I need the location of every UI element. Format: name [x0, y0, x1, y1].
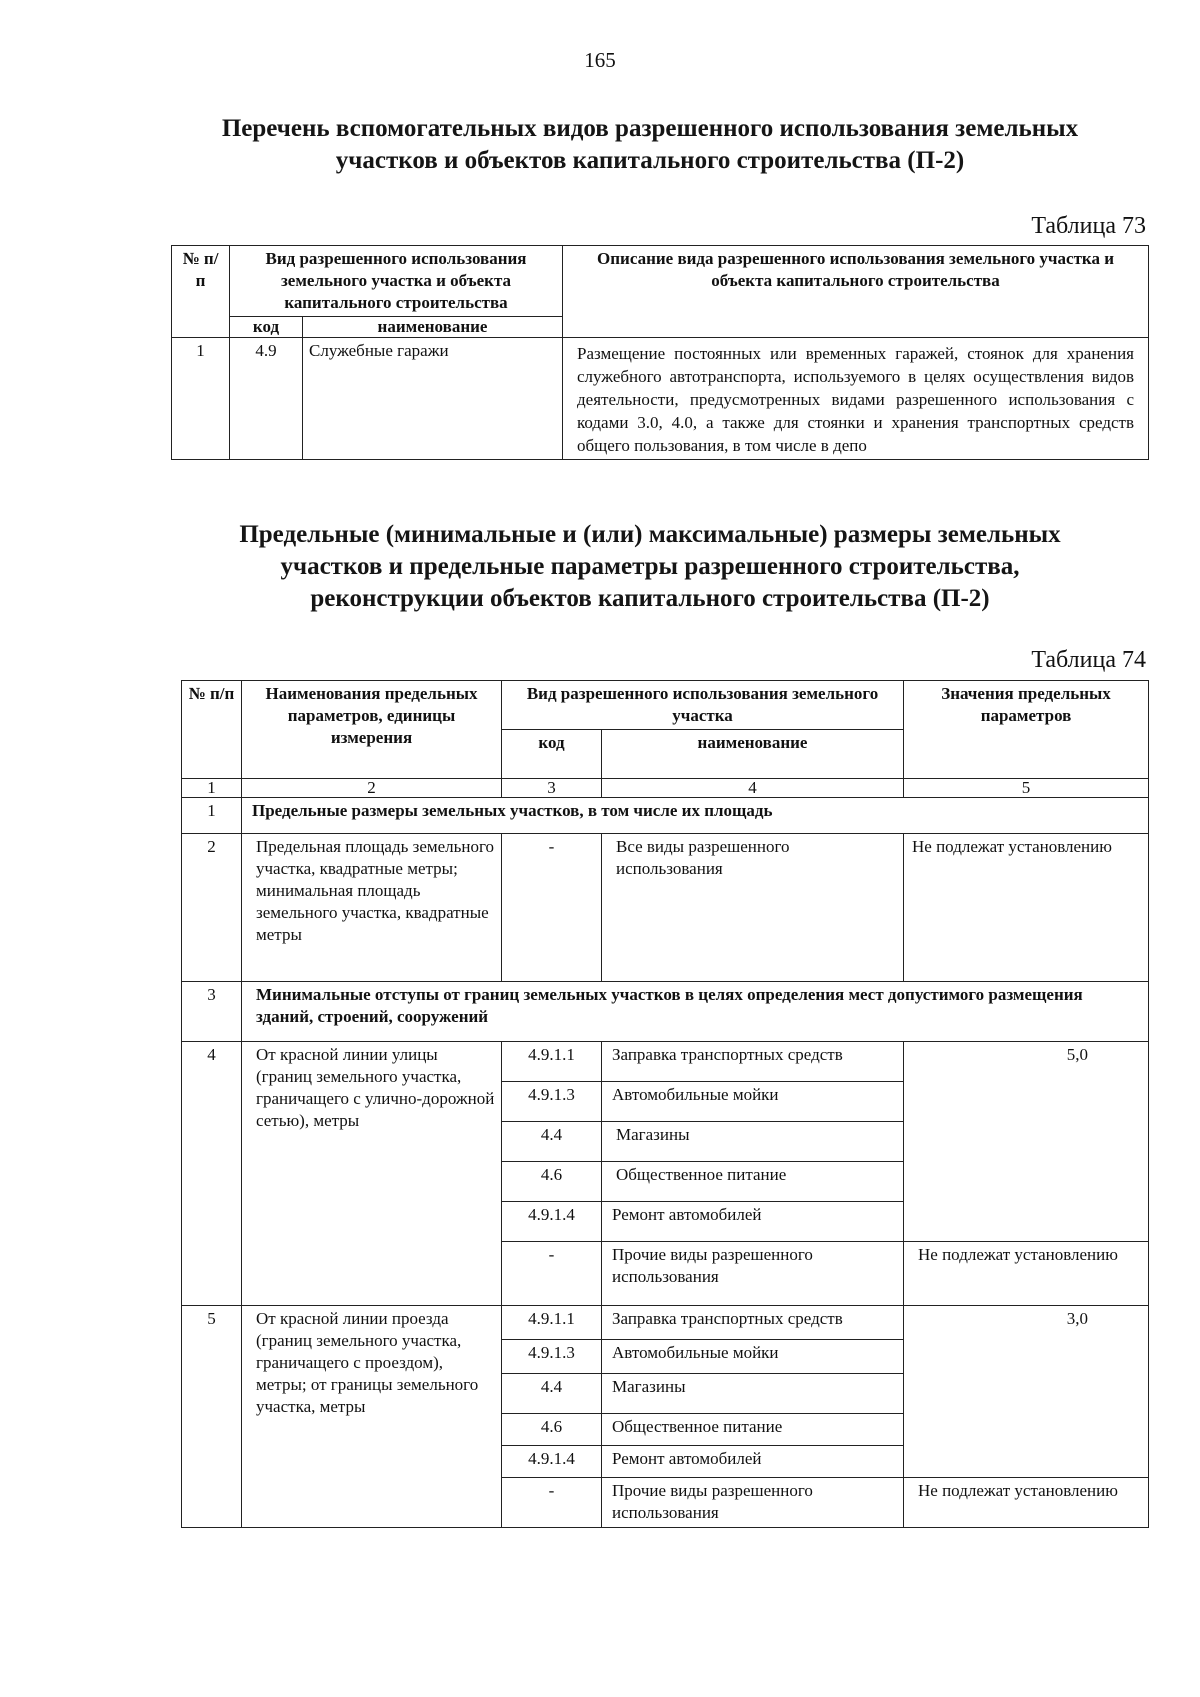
- t74-row5-param: От красной линии проезда (границ земельного участка, граничащего с проездом), метры; от границы земельного участка, метры: [242, 1306, 502, 1528]
- t74-row5-name-2: Автомобильные мойки: [602, 1340, 904, 1374]
- t73-header-num: № п/п: [172, 246, 230, 338]
- t73-row1-code: 4.9: [230, 338, 303, 460]
- t74-row4-value-other: Не подлежат установлению: [904, 1242, 1149, 1306]
- t74-row5-code-2: 4.9.1.3: [502, 1340, 602, 1374]
- t74-row3-num: 3: [182, 982, 242, 1042]
- table-row: [182, 1042, 1149, 1082]
- t74-row5-code-4: 4.6: [502, 1414, 602, 1446]
- t73-header-code: код: [230, 317, 303, 338]
- t74-index-4: 4: [602, 779, 904, 798]
- t74-header-param-name: Наименования предельных параметров, единицы измерения: [242, 681, 502, 779]
- t74-row4-code-other: -: [502, 1242, 602, 1306]
- t74-row5-value-other: Не подлежат установлению: [904, 1478, 1149, 1528]
- t74-row5-code-1: 4.9.1.1: [502, 1306, 602, 1340]
- section2-title-line1: Предельные (минимальные и (или) максимальные) размеры земельных: [239, 521, 1061, 548]
- t74-row4-code-1: 4.9.1.1: [502, 1042, 602, 1082]
- table-74: [181, 680, 1149, 1528]
- t74-header-values: Значения предельных параметров: [904, 681, 1149, 779]
- t74-header-name: наименование: [602, 730, 904, 779]
- table-row: [172, 338, 1149, 460]
- t73-header-name: наименование: [303, 317, 563, 338]
- t74-row4-name-other: Прочие виды разрешенного использования: [602, 1242, 904, 1306]
- t74-row4-code-3: 4.4: [502, 1122, 602, 1162]
- t74-row4-value: 5,0: [904, 1042, 1149, 1242]
- t74-row5-code-3: 4.4: [502, 1374, 602, 1414]
- t74-index-row: [182, 779, 1149, 798]
- section1-title: [150, 113, 1150, 177]
- t74-row4-name-3: Магазины: [602, 1122, 904, 1162]
- t74-index-5: 5: [904, 779, 1149, 798]
- t74-header-type-group: Вид разрешенного использования земельного участка: [502, 681, 904, 730]
- table-row: [182, 834, 1149, 982]
- table-row: [182, 982, 1149, 1042]
- t74-row4-code-2: 4.9.1.3: [502, 1082, 602, 1122]
- section1-title-line1: Перечень вспомогательных видов разрешенного использования земельных: [221, 115, 1079, 142]
- t74-row2-value: Не подлежат установлению: [904, 834, 1149, 982]
- t73-header-description: Описание вида разрешенного использования земельного участка и объекта капитального строительства: [563, 246, 1149, 338]
- t74-row4-param: От красной линии улицы (границ земельного участка, граничащего с улично-дорожной сетью), метры: [242, 1042, 502, 1306]
- t73-row1-description: Размещение постоянных или временных гаражей, стоянок для хранения служебного автотранспорта, используемого в целях осуществления видов деятельности, предусмотренных видами разрешенного использования с кодами 3.0, 4.0, а также для стоянки и хранения транспортных средств общего пользования, в том числе в депо: [563, 338, 1149, 460]
- t74-row2-code: -: [502, 834, 602, 982]
- t74-row3-text: Минимальные отступы от границ земельных участков в целях определения мест допустимого размещения зданий, строений, сооружений: [242, 982, 1149, 1042]
- t74-row5-name-5: Ремонт автомобилей: [602, 1446, 904, 1478]
- t74-row5-num: 5: [182, 1306, 242, 1528]
- table-row: [182, 798, 1149, 834]
- t74-row5-code-5: 4.9.1.4: [502, 1446, 602, 1478]
- t74-row2-param: Предельная площадь земельного участка, квадратные метры; минимальная площадь земельного участка, квадратные метры: [242, 834, 502, 982]
- t74-row4-name-1: Заправка транспортных средств: [602, 1042, 904, 1082]
- t74-row5-name-1: Заправка транспортных средств: [602, 1306, 904, 1340]
- table-row: [182, 1306, 1149, 1340]
- section1-title-line2: участков и объектов капитального строительства (П-2): [335, 147, 965, 174]
- t74-row2-num: 2: [182, 834, 242, 982]
- t74-row1-text: Предельные размеры земельных участков, в том числе их площадь: [242, 798, 1149, 834]
- t74-index-1: 1: [182, 779, 242, 798]
- t74-row4-code-4: 4.6: [502, 1162, 602, 1202]
- t74-row5-name-4: Общественное питание: [602, 1414, 904, 1446]
- table-73: [171, 245, 1149, 460]
- t74-header-num: № п/п: [182, 681, 242, 779]
- section2-title-line2: участков и предельные параметры разрешенного строительства,: [280, 553, 1020, 580]
- t74-row4-name-4: Общественное питание: [602, 1162, 904, 1202]
- table-74-caption: Таблица 74: [1031, 647, 1146, 673]
- t74-row4-name-5: Ремонт автомобилей: [602, 1202, 904, 1242]
- t74-row2-name: Все виды разрешенного использования: [602, 834, 904, 982]
- t73-header-type-group: Вид разрешенного использования земельного участка и объекта капитального строительства: [230, 246, 563, 317]
- t74-row5-name-3: Магазины: [602, 1374, 904, 1414]
- t74-index-3: 3: [502, 779, 602, 798]
- t74-index-2: 2: [242, 779, 502, 798]
- page-number: 165: [584, 48, 616, 72]
- t74-row4-num: 4: [182, 1042, 242, 1306]
- t74-row5-value: 3,0: [904, 1306, 1149, 1478]
- t74-row1-num: 1: [182, 798, 242, 834]
- t74-row5-code-other: -: [502, 1478, 602, 1528]
- t74-row5-name-other: Прочие виды разрешенного использования: [602, 1478, 904, 1528]
- table-73-caption: Таблица 73: [1031, 213, 1146, 239]
- t73-row1-num: 1: [172, 338, 230, 460]
- section2-title: [150, 519, 1150, 615]
- t74-row4-name-2: Автомобильные мойки: [602, 1082, 904, 1122]
- section2-title-line3: реконструкции объектов капитального строительства (П-2): [310, 585, 990, 612]
- t73-row1-name: Служебные гаражи: [303, 338, 563, 460]
- t74-header-code: код: [502, 730, 602, 779]
- t74-row4-code-5: 4.9.1.4: [502, 1202, 602, 1242]
